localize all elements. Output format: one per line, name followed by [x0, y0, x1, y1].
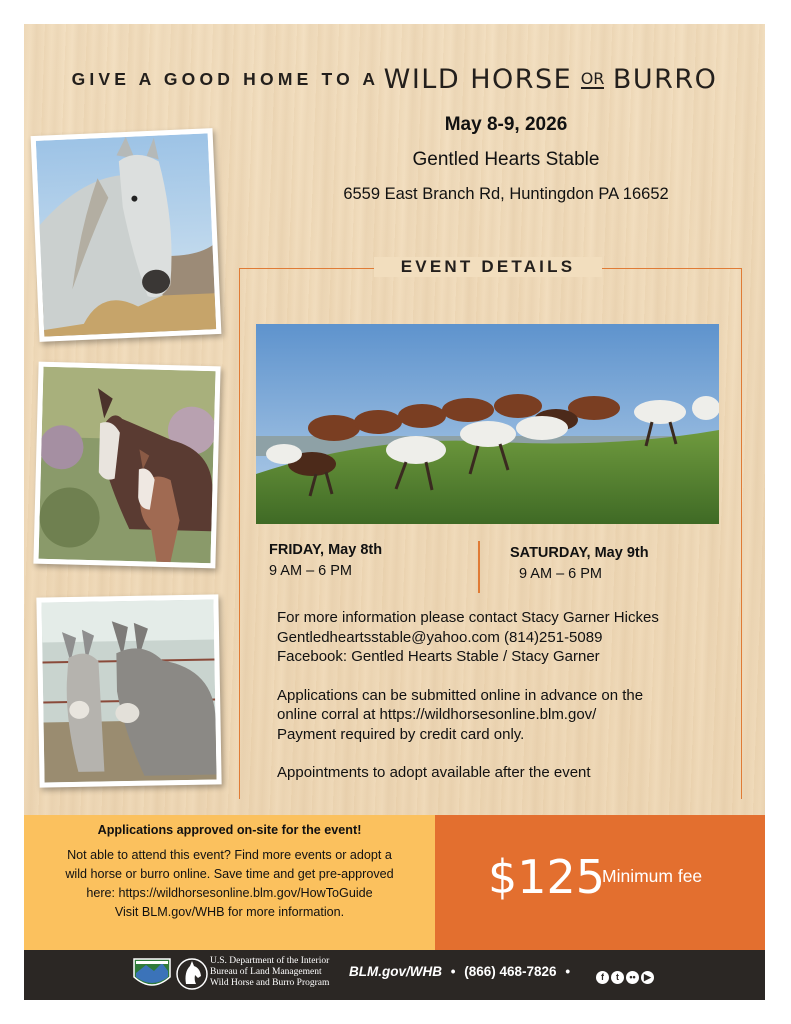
social-icons [596, 967, 656, 985]
contact-facebook: Facebook: Gentled Hearts Stable / Stacy Garner [277, 648, 600, 665]
appointments-note: Appointments to adopt available after the event [277, 764, 591, 781]
event-venue: Gentled Hearts Stable [412, 149, 600, 170]
applications-url: online corral at https://wildhorsesonline.blm.gov/ [277, 706, 597, 723]
event-date: May 8-9, 2026 [444, 114, 568, 135]
footer-contact [349, 964, 575, 979]
price: $125 [488, 850, 606, 904]
event-address: 6559 East Branch Rd, Huntingdon PA 16652 [343, 185, 669, 203]
event-info [277, 608, 737, 783]
agency-line: Bureau of Land Management [210, 967, 322, 977]
footer [24, 950, 765, 1000]
band-heading: Applications approved on-site for the event! [97, 823, 362, 837]
headline [24, 64, 765, 95]
day-saturday-hours: 9 AM – 6 PM [519, 566, 603, 582]
headline-small: GIVE A GOOD HOME TO A [71, 69, 380, 89]
fee-label: Minimum fee [602, 866, 703, 886]
flickr-icon[interactable]: •• [626, 971, 639, 984]
day-divider [478, 541, 480, 593]
flyer [24, 24, 765, 1000]
day-saturday [510, 545, 649, 582]
applications-line: Applications can be submitted online in advance on the [277, 686, 644, 704]
facebook-icon[interactable]: f [596, 971, 609, 984]
photo-wild-horse [31, 128, 222, 342]
day-friday-hours: 9 AM – 6 PM [269, 563, 353, 579]
separator: • [450, 964, 456, 979]
youtube-icon[interactable]: ▶ [641, 971, 654, 984]
photo-burros-jenny-foal [33, 362, 220, 569]
agency-line: Wild Horse and Burro Program [210, 978, 330, 988]
band-line: wild horse or burro online. Save time and get pre-approved [65, 867, 394, 881]
headline-or: OR [580, 68, 605, 88]
contact-email-phone: Gentledheartsstable@yahoo.com (814)251-5089 [277, 628, 603, 646]
blm-seal-icon [132, 957, 172, 991]
photo-gray-donkeys [36, 594, 221, 787]
payment-note: Payment required by credit card only. [277, 725, 525, 743]
info-band [24, 815, 435, 950]
headline-wild-horse: WILD HORSE [383, 64, 573, 95]
day-friday [269, 542, 382, 579]
website-link[interactable]: BLM.gov/WHB [349, 964, 442, 979]
horse-head-logo-icon [176, 956, 208, 992]
twitter-icon[interactable]: t [611, 971, 624, 984]
contact-line: For more information please contact Stacy Garner Hickes [277, 609, 659, 626]
fee-band [435, 815, 765, 950]
band-line: here: https://wildhorsesonline.blm.gov/HowToGuide [86, 886, 373, 900]
band-body [24, 846, 435, 922]
separator: • [565, 964, 571, 979]
band-line: Not able to attend this event? Find more events or adopt a [67, 848, 392, 862]
phone: (866) 468-7826 [464, 964, 557, 979]
agency-text [210, 956, 329, 989]
event-details-title: EVENT DETAILS [374, 257, 602, 277]
agency-line: U.S. Department of the Interior [210, 956, 330, 966]
photo-horse-herd [256, 324, 719, 524]
headline-burro: BURRO [612, 64, 718, 95]
band-line: Visit BLM.gov/WHB for more information. [114, 905, 345, 919]
day-saturday-label: SATURDAY, May 9th [510, 545, 649, 561]
day-friday-label: FRIDAY, May 8th [269, 542, 383, 558]
